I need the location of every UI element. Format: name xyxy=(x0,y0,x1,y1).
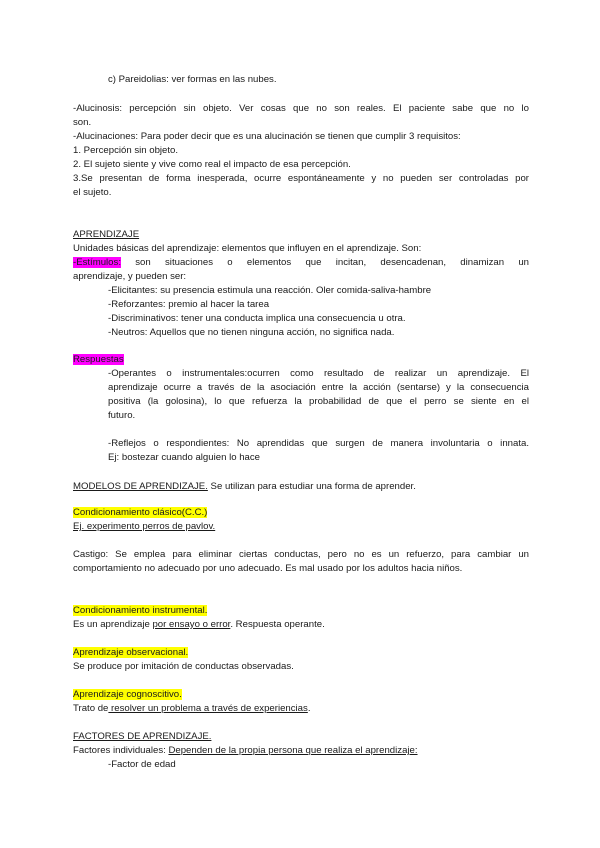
ao-heading: Aprendizaje observacional. xyxy=(73,647,189,658)
ao-heading-line xyxy=(73,646,529,659)
ci-text-post: . Respuesta operante. xyxy=(230,619,325,630)
reforzantes-item: -Reforzantes: premio al hacer la tarea xyxy=(108,299,270,310)
respuestas-line xyxy=(73,353,529,366)
alucinosis-line-2: son. xyxy=(73,117,92,128)
requirement-3-line-1: 3.Se presentan de forma inesperada, ocurre espontáneamente y no pueden ser controladas por xyxy=(73,173,529,184)
ci-text-underlined: por ensayo o error xyxy=(152,619,231,630)
discriminativos-item: -Discriminativos: tener una conducta implica una consecuencia u otra. xyxy=(108,313,406,324)
reflejos-line-2: Ej: bostezar cuando alguien lo hace xyxy=(108,452,261,463)
reflejos-line-1: -Reflejos o respondientes: No aprendidas que surgen de manera involuntaria o innata. xyxy=(108,438,529,449)
ac-heading-line xyxy=(73,688,529,701)
requirement-1: 1. Percepción sin objeto. xyxy=(73,145,179,156)
cc-heading-line xyxy=(73,506,529,519)
estimulos-line-1 xyxy=(73,256,529,269)
modelos-text: Se utilizan para estudiar una forma de aprender. xyxy=(207,481,416,492)
ac-text-underlined: resolver un problema a través de experiencias xyxy=(108,703,308,714)
estimulos-text: son situaciones o elementos que incitan, desencadenan, dinamizan un xyxy=(120,257,529,268)
factores-individuales-line xyxy=(73,744,529,757)
operantes-line-1: -Operantes o instrumentales:ocurren como resultado de realizar un aprendizaje. El xyxy=(108,368,529,379)
castigo-line-2: comportamiento no adecuado por uno adecuado. Es mal usado por los adultos hacia niños. xyxy=(73,563,463,574)
castigo-line-1: Castigo: Se emplea para eliminar ciertas conductas, pero no es un refuerzo, para cambiar un xyxy=(73,549,529,560)
ac-heading: Aprendizaje cognoscitivo. xyxy=(73,689,182,700)
fi-underlined: Dependen de la propia persona que realiza el aprendizaje: xyxy=(168,745,418,756)
ac-text xyxy=(73,702,529,715)
estimulos-line-2: aprendizaje, y pueden ser: xyxy=(73,271,187,282)
ci-heading: Condicionamiento instrumental. xyxy=(73,605,208,616)
requirement-2: 2. El sujeto siente y vive como real el impacto de esa percepción. xyxy=(73,159,351,170)
factor-edad-item: -Factor de edad xyxy=(108,759,176,770)
respuestas-label: Respuestas xyxy=(73,354,124,365)
alucinosis-line-1: -Alucinosis: percepción sin objeto. Ver cosas que no son reales. El paciente sabe que no lo xyxy=(73,103,529,114)
operantes-line-4: futuro. xyxy=(108,410,136,421)
modelos-line xyxy=(73,480,529,493)
ci-heading-line xyxy=(73,604,529,617)
operantes-line-2: aprendizaje ocurre a través de la asociación entre la acción (sentarse) y la consecuencia xyxy=(108,382,529,393)
ci-text-pre: Es un aprendizaje xyxy=(73,619,153,630)
elicitantes-item: -Elicitantes: su presencia estimula una reacción. Oler comida-saliva-hambre xyxy=(108,285,432,296)
cc-example: Ej. experimento perros de pavlov. xyxy=(73,521,216,532)
factores-heading: FACTORES DE APRENDIZAJE. xyxy=(73,731,212,742)
operantes-line-3: positiva (la golosina), lo que refuerza la probabilidad de que el perro se siente en el xyxy=(108,396,529,407)
estimulos-label: -Estímulos: xyxy=(73,257,121,268)
alucinaciones-line: -Alucinaciones: Para poder decir que es una alucinación se tienen que cumplir 3 requisitos: xyxy=(73,131,461,142)
fi-pre: Factores individuales: xyxy=(73,745,169,756)
ac-text-post: . xyxy=(307,703,311,714)
ac-text-pre: Trato de xyxy=(73,703,109,714)
aprendizaje-heading: APRENDIZAJE xyxy=(73,229,140,240)
pareidolias-line: c) Pareidolias: ver formas en las nubes. xyxy=(108,74,277,85)
requirement-3-line-2: el sujeto. xyxy=(73,187,112,198)
cc-heading: Condicionamiento clásico(C.C.) xyxy=(73,507,208,518)
ci-text xyxy=(73,618,529,631)
neutros-item: -Neutros: Aquellos que no tienen ninguna acción, no significa nada. xyxy=(108,327,395,338)
modelos-label: MODELOS DE APRENDIZAJE. xyxy=(73,481,208,492)
unidades-line: Unidades básicas del aprendizaje: elementos que influyen en el aprendizaje. Son: xyxy=(73,243,422,254)
ao-text: Se produce por imitación de conductas observadas. xyxy=(73,661,294,672)
